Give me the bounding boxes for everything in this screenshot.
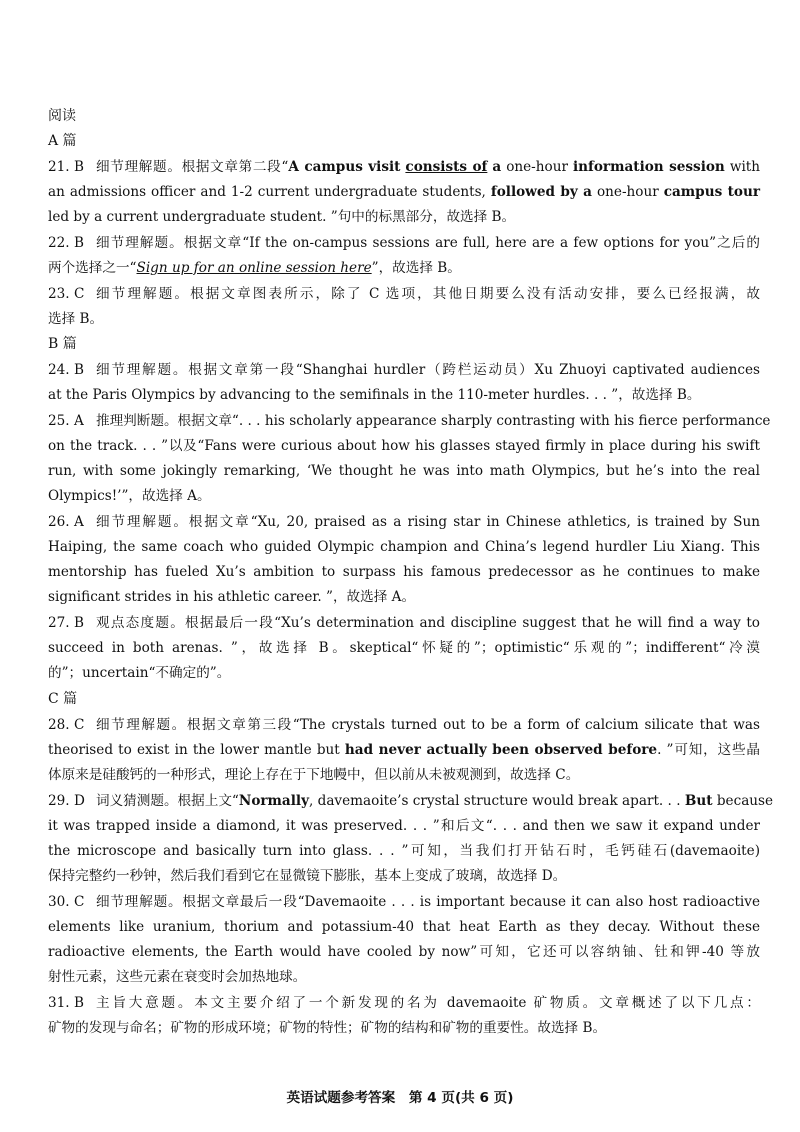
q21-number: 21. B xyxy=(48,159,84,175)
q27-number: 27. B xyxy=(48,615,84,631)
part-b-heading: B 篇 xyxy=(48,336,77,352)
q29-line-1: 词义猜测题。根据上文“Normally, davemaoite’s crystal structure would break apart. . . But because xyxy=(96,793,774,809)
q26-line-4: significant strides in his athletic career. ”，故选择 A。 xyxy=(48,589,416,605)
q28-number: 28. C xyxy=(48,717,85,733)
q26-line-2: Haiping, the same coach who guided Olympic champion and China’s legend hurdler Liu Xiang. This xyxy=(48,539,760,555)
page-footer: 英语试题参考答案 第 4 页(共 6 页) xyxy=(286,1090,514,1106)
q30-line-1: 细节理解题。根据文章最后一段“Davemaoite . . . is important because it can also host radioactive xyxy=(96,894,760,910)
q27-line-3: 的”；uncertain“不确定的”。 xyxy=(48,665,231,681)
q30-number: 30. C xyxy=(48,894,85,910)
q28-line-1: 细节理解题。根据文章第三段“The crystals turned out to be a form of calcium silicate that was xyxy=(96,717,760,733)
q23-line-1: 细节理解题。根据文章图表所示，除了 C 选项，其他日期要么没有活动安排，要么已经报满，故 xyxy=(96,286,760,302)
q31-line-2: 矿物的发现与命名；矿物的形成环境；矿物的特性；矿物的结构和矿物的重要性。故选择 B。 xyxy=(48,1020,607,1036)
q31-number: 31. B xyxy=(48,995,84,1011)
part-a-heading: A 篇 xyxy=(48,133,77,149)
q26-line-3: mentorship has fueled Xu’s ambition to surpass his famous predecessor as he continues to make xyxy=(48,564,760,580)
q27-line-1: 观点态度题。根据最后一段“Xu’s determination and discipline suggest that he will find a way to xyxy=(96,615,760,631)
q21-line-1: 细节理解题。根据文章第二段“A campus visit consists of a one-hour information session with xyxy=(96,159,761,175)
q25-line-3: run, with some jokingly remarking, ‘We thought he was into math Olympics, but he’s into the real xyxy=(48,463,760,479)
q23-line-2: 选择 B。 xyxy=(48,311,104,327)
q26-number: 26. A xyxy=(48,514,84,530)
q21-line-3: led by a current undergraduate student. ”句中的标黑部分，故选择 B。 xyxy=(48,209,516,225)
q30-line-2: elements like uranium, thorium and potassium-40 that heat Earth as they decay. Without these xyxy=(48,919,760,935)
q26-line-1: 细节理解题。根据文章“Xu, 20, praised as a rising star in Chinese athletics, is trained by Sun xyxy=(96,514,760,530)
q25-line-1: 推理判断题。根据文章“. . . his scholarly appearance sharply contrasting with his fierce performance xyxy=(96,413,771,429)
q25-line-4: Olympics!’”，故选择 A。 xyxy=(48,488,211,504)
q23-number: 23. C xyxy=(48,286,85,302)
q27-line-2: succeed in both arenas. ”，故选择 B。skeptical“怀疑的”；optimistic“乐观的”；indifferent“冷漠 xyxy=(48,640,760,656)
q28-line-2: theorised to exist in the lower mantle but had never actually been observed before. ”可知，这些晶 xyxy=(48,742,760,758)
q22-line-2: 两个选择之一“Sign up for an online session here”，故选择 B。 xyxy=(48,260,461,276)
q29-line-2: it was trapped inside a diamond, it was preserved. . . ”和后文“. . . and then we saw it expand under xyxy=(48,818,760,834)
q31-line-1: 主旨大意题。本文主要介绍了一个新发现的名为 davemaoite 矿物质。文章概述了以下几点： xyxy=(96,995,760,1011)
q29-line-3: the microscope and basically turn into glass. . . ”可知，当我们打开钻石时，毛钙硅石(davemaoite) xyxy=(48,843,760,859)
q29-number: 29. D xyxy=(48,793,85,809)
q24-number: 24. B xyxy=(48,362,84,378)
q24-line-1: 细节理解题。根据文章第一段“Shanghai hurdler（跨栏运动员）Xu Zhuoyi captivated audiences xyxy=(96,362,760,378)
q29-line-4: 保持完整约一秒钟，然后我们看到它在显微镜下膨胀，基本上变成了玻璃，故选择 D。 xyxy=(48,868,567,884)
part-c-heading: C 篇 xyxy=(48,691,78,707)
q22-line-1: 细节理解题。根据文章“If the on-campus sessions are full, here are a few options for you”之后的 xyxy=(96,235,760,251)
q30-line-4: 射性元素，这些元素在衰变时会加热地球。 xyxy=(48,969,307,985)
q28-line-3: 体原来是硅酸钙的一种形式，理论上存在于下地幔中，但以前从未被观测到，故选择 C。 xyxy=(48,767,580,783)
q24-line-2: at the Paris Olympics by advancing to the semifinals in the 110-meter hurdles. . . ”，故选择 B。 xyxy=(48,387,701,403)
q25-number: 25. A xyxy=(48,413,84,429)
q21-line-2: an admissions officer and 1-2 current undergraduate students, followed by a one-hour campus tour xyxy=(48,184,760,200)
q30-line-3: radioactive elements, the Earth would have cooled by now”可知，它还可以容纳铀、钍和钾-40 等放 xyxy=(48,944,760,960)
section-title: 阅读 xyxy=(48,108,76,124)
q25-line-2: on the track. . . ”以及“Fans were curious about how his glasses stayed firmly in place during his swift xyxy=(48,438,760,454)
q22-number: 22. B xyxy=(48,235,84,251)
